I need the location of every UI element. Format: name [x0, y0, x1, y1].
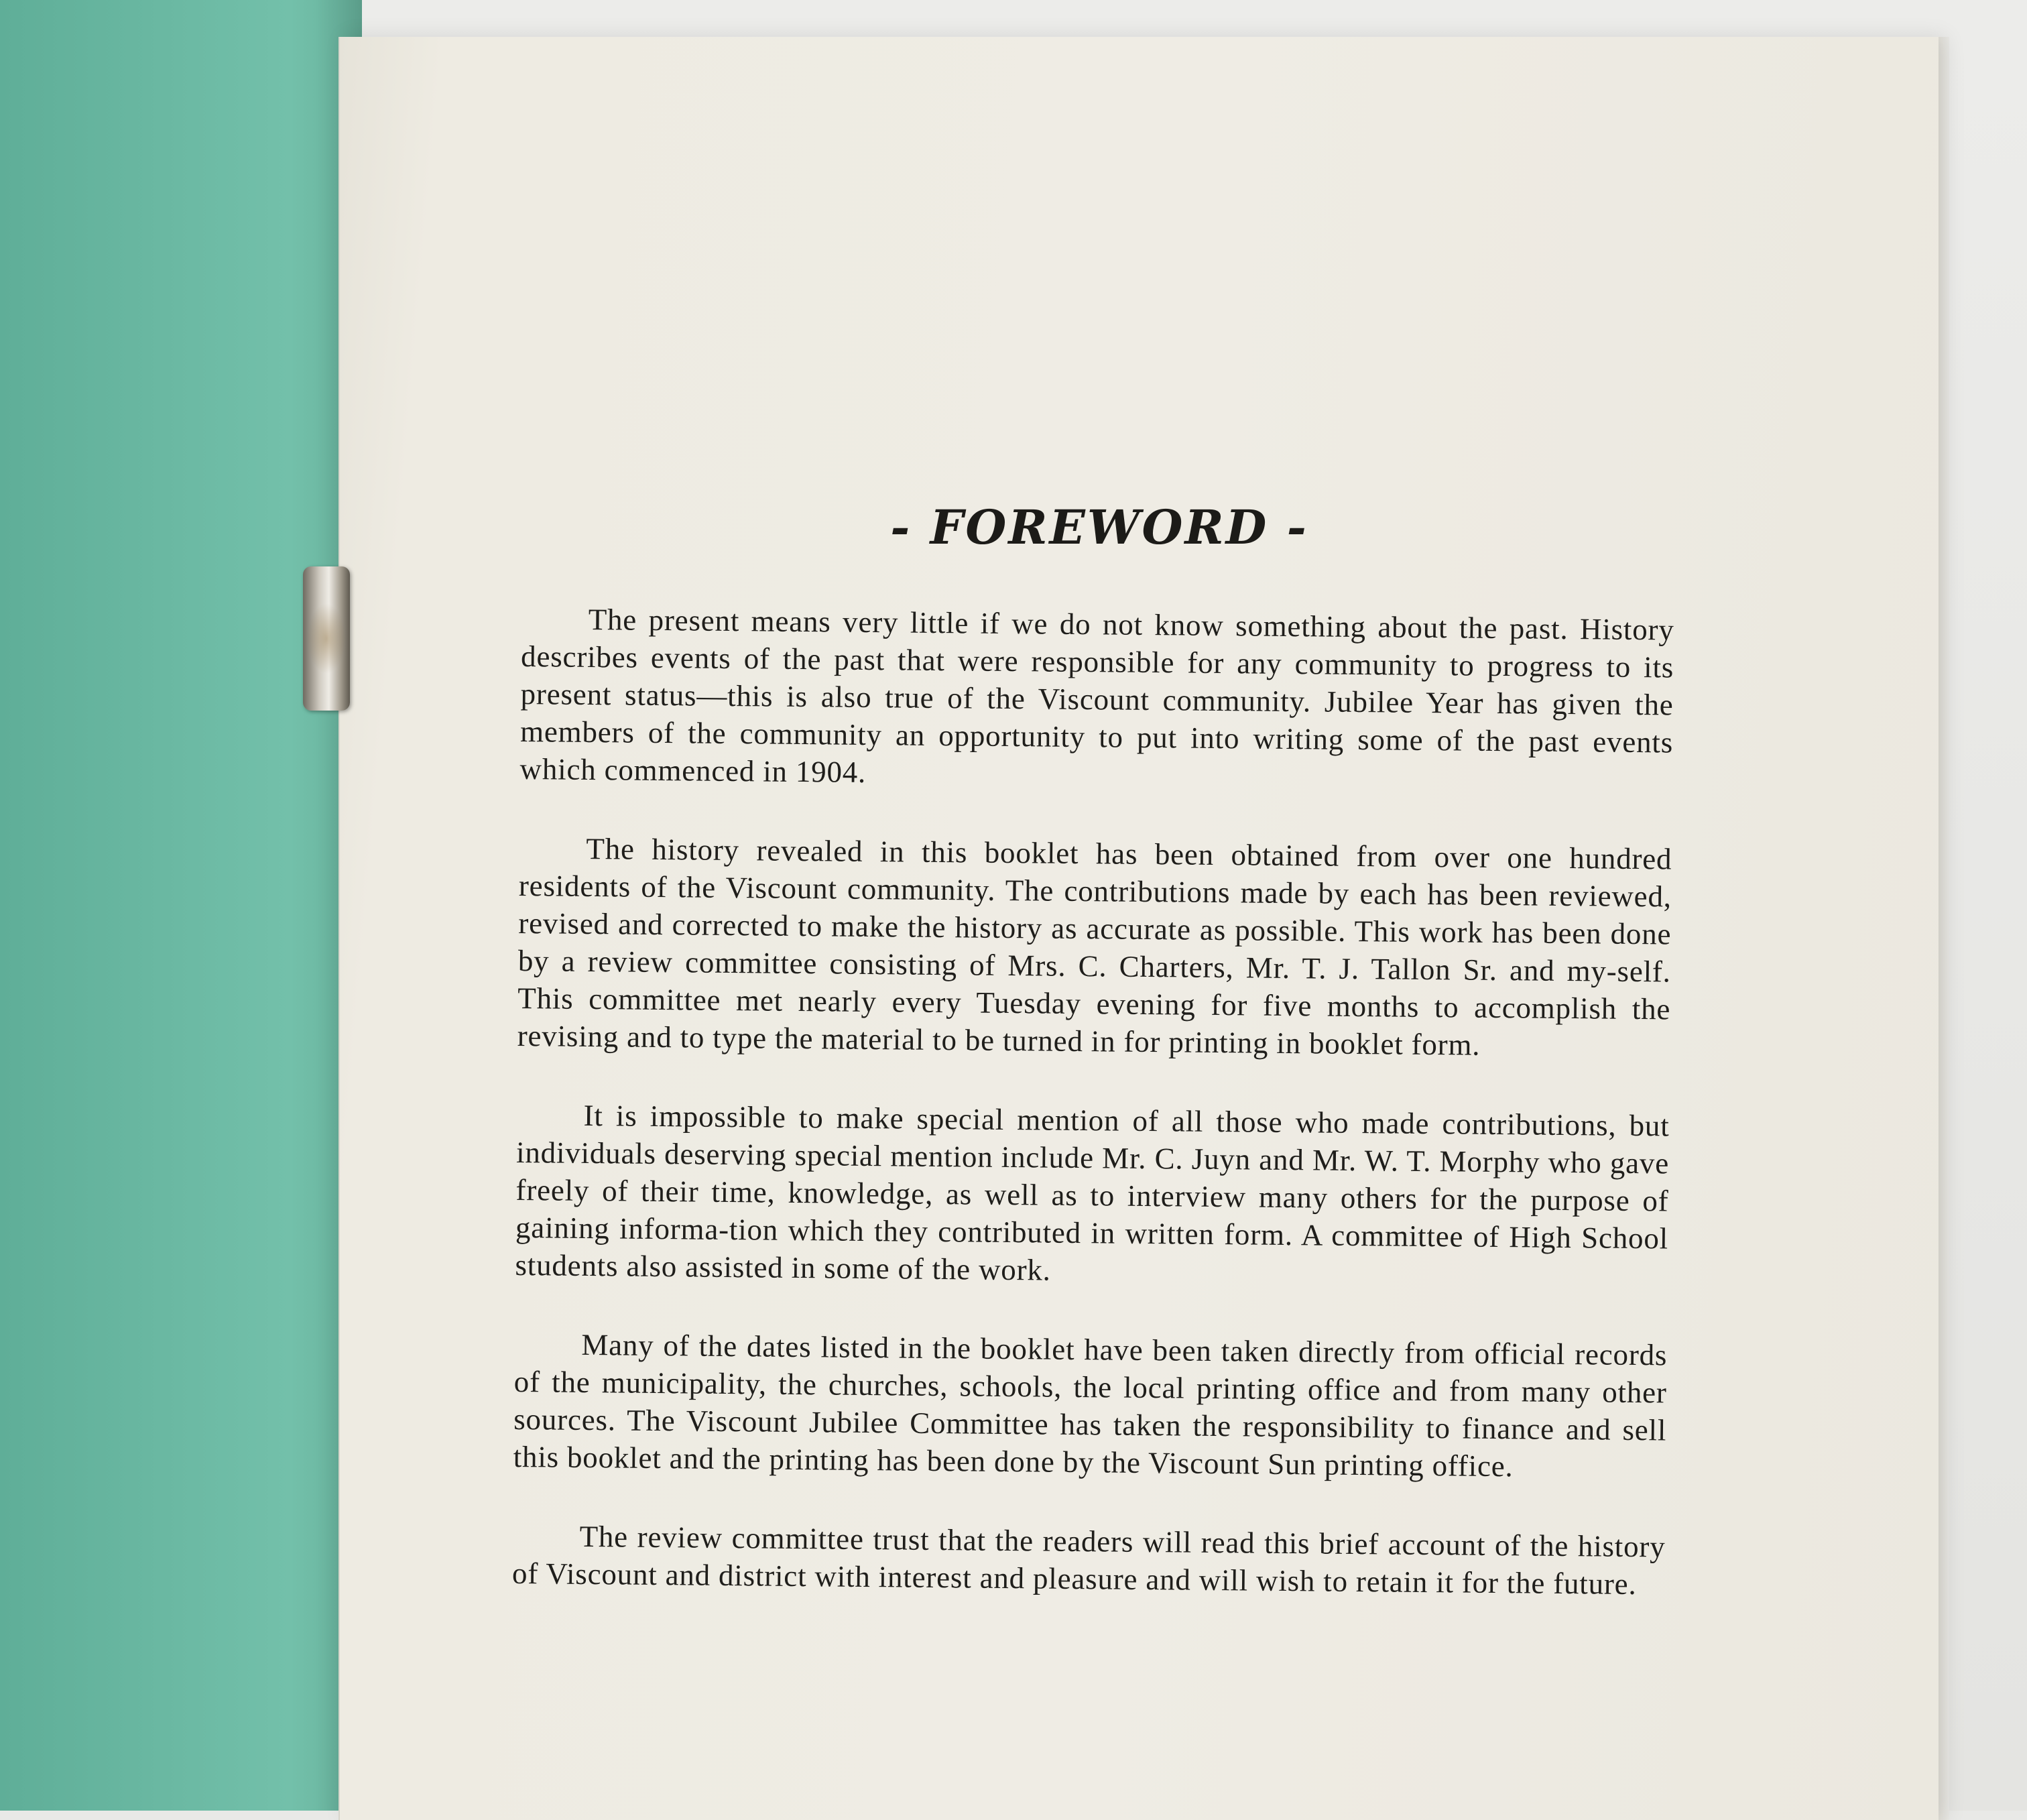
foreword-body	[511, 600, 1674, 1644]
booklet-cover	[0, 0, 362, 1811]
staple-rust	[307, 603, 346, 674]
page-heading: - FOREWORD -	[890, 499, 1308, 555]
paragraph-1: The present means very little if we do not know something about the past. History describes events of the past that were responsible for any community to progress to its present status—this is also true of the Viscount community. Jubilee Year has given the members of the community an opportunity to put into writing some of the past events which commenced in 1904.	[519, 602, 1674, 789]
paragraph-3: It is impossible to make special mention of all those who made contributions, but individuals deserving special mention include Mr. C. Juyn and Mr. W. T. Morphy who gave freely of their time, knowledge, as well as to interview many others for the purpose of gaining informa-tion which they contributed in written form. A committee of High School students also assisted in some of the work.	[515, 1098, 1670, 1287]
paragraph-2: The history revealed in this booklet has been obtained from over one hundred residents of the Viscount community. The contributions made by each has been reviewed, revised and corrected to make the history as accurate as possible. This work has been done by a review committee consisting of Mrs. C. Charters, Mr. T. J. Tallon Sr. and my-self. This committee met nearly every Tuesday evening for five months to accomplish the revising and to type the material to be turned in for printing in booklet form.	[517, 831, 1672, 1062]
paragraph-5: The review committee trust that the readers will read this brief account of the history of Viscount and district with interest and pleasure and will wish to retain it for the future.	[511, 1519, 1666, 1601]
paragraph-4: Many of the dates listed in the booklet have been taken directly from official records of the municipality, the churches, schools, the local printing office and from many other sources. The Viscount Jubilee Committee has taken the responsibility to finance and sell this booklet and the printing has been done by the Viscount Sun printing office.	[513, 1327, 1668, 1483]
